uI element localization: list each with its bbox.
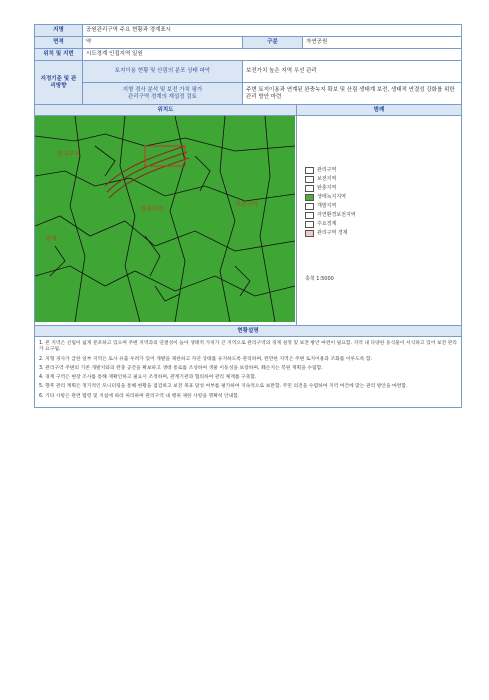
legend-item — [305, 175, 356, 184]
description-paragraph: 5. 향후 관리 계획은 정기적인 모니터링을 통해 현황을 점검하고 보전 목표 달성 여부를 평가하여 지속적으로 보완함. 주민 의견을 수렴하여 지역 여건에 맞는 관리 방안을 마련함. — [39, 384, 408, 390]
legend-item — [305, 220, 356, 229]
criteria-item-1: 토지이용 현황 및 산림의 분포 상태 파악 — [83, 61, 243, 83]
description-paragraph: 4. 경계 구역은 현장 조사를 통해 재확인하고 필요시 조정하며, 관계기관과 협의하여 관리 체계를 구축함. — [39, 375, 257, 381]
legend-label: 관리구역 — [317, 167, 337, 173]
class-label: 구분 — [243, 37, 303, 49]
area-value: 약 — [83, 37, 243, 49]
legend-item — [305, 202, 356, 211]
legend-swatch — [305, 230, 314, 237]
location-label: 위치 및 지번 — [35, 49, 83, 61]
criteria-item-2-text: 지형 경사 분석 및 보전 가치 평가 — [122, 86, 203, 93]
criteria-item-2 — [83, 83, 243, 105]
class-value: 자연공원 — [303, 37, 462, 49]
legend-item — [305, 229, 356, 238]
area-label: 면적 — [35, 37, 83, 49]
legend-swatch — [305, 221, 314, 228]
legend-panel — [297, 116, 462, 326]
name-value: 공원관리구역 주요 현황과 경계표시 — [83, 25, 462, 37]
legend-swatch — [305, 212, 314, 219]
legend-item — [305, 184, 356, 193]
info-table — [34, 24, 462, 105]
description-paragraph: 1. 본 지역은 산림이 넓게 분포하고 있으며 주변 지역과의 연결성이 높아 생태적 가치가 큰 지역으로 관리구역의 경계 설정 및 보전 방안 마련이 필요함. 지역 내 다양한 동식물이 서식하고 있어 보전 관리가 요구됨. — [39, 341, 457, 353]
map-label-2: 생태지역 — [140, 206, 164, 213]
description-title: 현황설명 — [35, 326, 462, 337]
description-paragraph: 3. 관리구역 주변의 기존 개발지와의 완충 공간을 확보하고 생태 통로를 조성하여 생물 이동성을 보장하며, 훼손지는 복원 계획을 수립함. — [39, 365, 323, 371]
criteria-value-2: 주변 토지이용과 연계된 완충녹지 확보 및 산림 생태계 보전, 생태적 연결성 강화를 위한 관리 방안 마련 — [243, 83, 462, 105]
map-scale: 축척 1:5000 — [305, 276, 334, 282]
legend-swatch — [305, 167, 314, 174]
criteria-value-1: 보전가치 높은 지역 우선 관리 — [243, 61, 462, 83]
map-label-1: 관리구역 — [57, 151, 81, 158]
map-label-4: 경계 — [45, 236, 57, 243]
legend-label: 보전지역 — [317, 176, 337, 182]
legend-label: 완충지역 — [317, 185, 337, 191]
criteria-item-3-text: 관리구역 경계의 재설정 검토 — [127, 93, 197, 100]
legend-title: 범례 — [297, 105, 462, 116]
name-label: 지명 — [35, 25, 83, 37]
legend-item — [305, 193, 356, 202]
legend-label: 생태녹지지역 — [317, 194, 346, 200]
legend-item — [305, 211, 356, 220]
description-paragraphs — [39, 341, 457, 400]
legend-list — [305, 166, 356, 238]
map-drawing — [35, 116, 295, 322]
legend-label: 주요경계 — [317, 221, 337, 227]
location-map — [35, 116, 297, 326]
description-paragraph: 6. 기타 사항은 관련 법령 및 지침에 따라 처리하며 관리구역 내 행위 제한 사항을 명확히 안내함. — [39, 393, 240, 399]
legend-label: 자연환경보전지역 — [317, 212, 356, 218]
map-title: 위치도 — [35, 105, 297, 116]
legend-swatch — [305, 176, 314, 183]
legend-item — [305, 166, 356, 175]
legend-swatch — [305, 185, 314, 192]
legend-swatch — [305, 203, 314, 210]
legend-label: 개발지역 — [317, 203, 337, 209]
map-label-3: 보전지역 — [235, 201, 259, 208]
legend-label: 관리구역 경계 — [317, 230, 348, 236]
criteria-label: 지정기준 및 관리방향 — [35, 61, 83, 105]
map-table — [34, 104, 462, 408]
legend-swatch — [305, 194, 314, 201]
location-value: 시도경계 인접지역 일원 — [83, 49, 462, 61]
document-sheet — [34, 24, 462, 556]
description-paragraph: 2. 지형 경사가 급한 일부 지역은 토사 유출 우려가 있어 개발을 제한하고 자연 상태를 유지하도록 관리하며, 완만한 지역은 주변 토지이용과 조화를 이루도록 함. — [39, 356, 373, 362]
description-body — [35, 337, 462, 408]
